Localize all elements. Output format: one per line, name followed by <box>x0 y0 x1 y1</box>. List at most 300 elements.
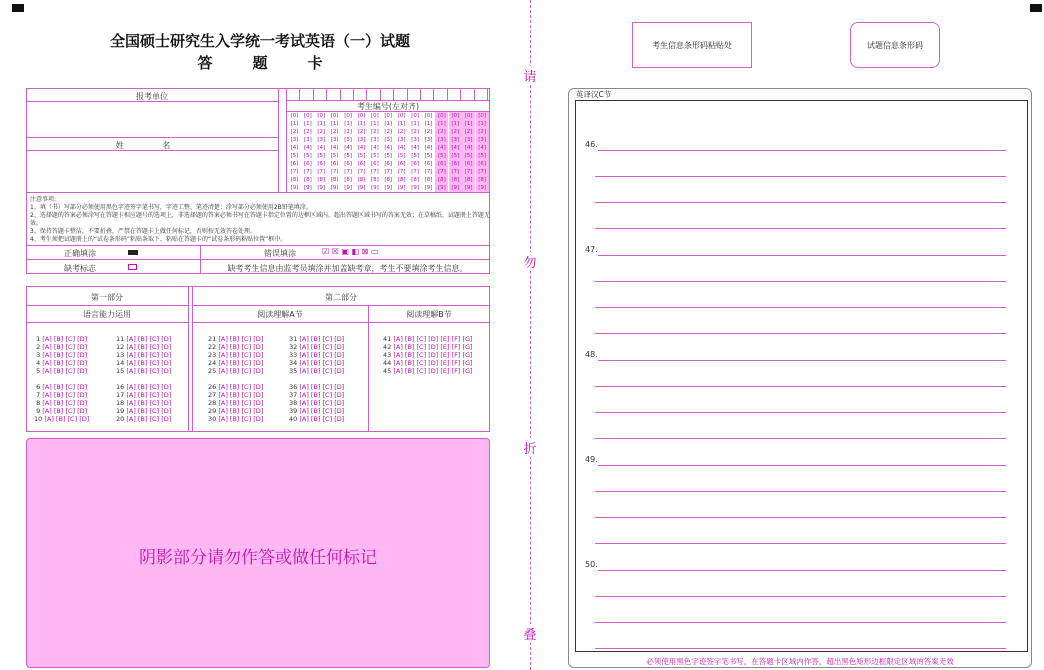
id-digit-bubble[interactable]: [3] <box>424 137 433 143</box>
question-row[interactable] <box>289 415 344 423</box>
id-digit-bubble[interactable]: [2] <box>370 129 379 135</box>
id-digit-bubble[interactable]: [1] <box>330 121 339 127</box>
writing-line[interactable] <box>595 491 1006 492</box>
id-grid-divider <box>393 88 394 100</box>
writing-line[interactable] <box>595 517 1006 518</box>
id-digit-bubble[interactable]: [1] <box>344 121 352 127</box>
id-digit-bubble[interactable]: [6] <box>411 161 419 167</box>
id-digit-bubble[interactable]: [8] <box>384 177 393 183</box>
question-row[interactable] <box>208 351 263 359</box>
id-digit-bubble[interactable]: [3] <box>330 137 339 143</box>
id-digit-bubble[interactable]: [9] <box>344 185 352 191</box>
question-number: 20 <box>116 415 127 423</box>
answer-options[interactable]: [A] [B] [C] [D] <box>218 399 264 407</box>
answer-options[interactable]: [A] [B] [C] [D] <box>126 407 172 415</box>
id-digit-bubble[interactable]: [2] <box>317 129 326 135</box>
id-digit-bubble[interactable]: [4] <box>435 144 448 152</box>
id-digit-bubble[interactable]: [1] <box>462 120 475 128</box>
id-digit-bubble[interactable]: [4] <box>330 145 339 151</box>
id-digit-bubble[interactable]: [0] <box>330 113 339 119</box>
id-digit-bubble[interactable]: [8] <box>462 176 475 184</box>
writing-line[interactable] <box>595 648 1006 649</box>
writing-line[interactable] <box>595 596 1006 597</box>
id-grid-divider <box>460 88 461 100</box>
question-row[interactable] <box>116 399 171 407</box>
corner-mark-top-left <box>12 4 24 12</box>
absent-note: 缺考考生信息由监考员填涂并加盖缺考章，考生不要填涂考生信息。 <box>227 264 468 273</box>
id-digit-bubble[interactable]: [0] <box>462 112 475 120</box>
id-digit-bubble[interactable]: [9] <box>330 185 339 191</box>
question-number: 6 <box>34 383 43 391</box>
id-digit-bubble[interactable]: [4] <box>449 144 462 152</box>
id-digit-bubble[interactable]: [7] <box>435 168 448 176</box>
answer-options[interactable]: [A] [B] [C] [D] <box>299 407 345 415</box>
writing-line[interactable] <box>598 150 1006 151</box>
id-digit-bubble[interactable]: [3] <box>435 136 448 144</box>
id-digit-bubble[interactable]: [0] <box>370 113 379 119</box>
id-digit-bubble[interactable]: [2] <box>449 128 462 136</box>
question-row[interactable] <box>289 375 344 383</box>
correct-fill-label: 正确填涂 <box>64 249 96 258</box>
id-digit-bubble[interactable]: [1] <box>411 121 419 127</box>
question-row[interactable] <box>116 367 171 375</box>
id-digit-bubble[interactable]: [6] <box>317 161 326 167</box>
writing-line[interactable] <box>595 412 1006 413</box>
writing-line[interactable] <box>595 281 1006 282</box>
id-digit-bubble[interactable]: [2] <box>411 129 419 135</box>
answer-options[interactable]: [A] [B] [C] [D] <box>218 359 264 367</box>
answer-options[interactable]: [A] [B] [C] [D] [E] [F] [G] <box>393 367 473 375</box>
question-row[interactable] <box>289 383 344 391</box>
answer-options[interactable]: [A] [B] [C] [D] <box>218 407 264 415</box>
id-digit-bubble[interactable]: [7] <box>384 169 393 175</box>
writing-line[interactable] <box>595 176 1006 177</box>
question-column-21-30[interactable] <box>208 335 263 423</box>
id-digit-bubble[interactable]: [4] <box>462 144 475 152</box>
answer-options[interactable]: [A] [B] [C] [D] <box>126 343 172 351</box>
id-digit-bubble[interactable]: [5] <box>449 152 462 160</box>
id-digit-bubble[interactable]: [0] <box>476 112 489 120</box>
id-digit-bubble[interactable]: [7] <box>330 169 339 175</box>
question-row[interactable] <box>34 399 89 407</box>
answer-options[interactable]: [A] [B] [C] [D] [E] [F] [G] <box>393 351 473 359</box>
question-row[interactable] <box>116 359 171 367</box>
id-digit-bubble[interactable]: [5] <box>330 153 339 159</box>
id-digit-bubble[interactable]: [1] <box>290 121 299 127</box>
id-digit-bubble[interactable]: [5] <box>411 153 419 159</box>
question-number: 12 <box>116 343 127 351</box>
answer-options[interactable]: [A] [B] [C] [D] <box>126 383 172 391</box>
id-digit-bubble[interactable]: [4] <box>411 145 419 151</box>
id-digit-bubble[interactable]: [4] <box>303 145 312 151</box>
id-digit-bubble[interactable]: [9] <box>476 184 489 192</box>
id-digit-bubble[interactable]: [6] <box>462 160 475 168</box>
answer-options[interactable]: [A] [B] [C] [D] <box>218 351 264 359</box>
id-digit-bubble[interactable]: [8] <box>449 176 462 184</box>
answer-options[interactable]: [A] [B] [C] [D] <box>126 359 172 367</box>
question-row[interactable] <box>383 335 473 343</box>
id-digit-bubble[interactable]: [9] <box>317 185 326 191</box>
id-grid-divider <box>380 88 381 100</box>
id-digit-bubble[interactable]: [4] <box>344 145 352 151</box>
question-row[interactable] <box>34 415 89 423</box>
question-row[interactable] <box>34 335 89 343</box>
question-number: 5 <box>34 367 43 375</box>
answer-options[interactable]: [A] [B] [C] [D] <box>126 367 172 375</box>
id-digit-bubble[interactable]: [2] <box>384 129 393 135</box>
answer-options[interactable]: [A] [B] [C] [D] <box>299 351 345 359</box>
id-digit-bubble[interactable]: [0] <box>317 113 326 119</box>
question-row[interactable] <box>116 375 171 383</box>
id-digit-bubble[interactable]: [7] <box>411 169 419 175</box>
id-digit-bubble[interactable]: [2] <box>476 128 489 136</box>
id-digit-bubble[interactable]: [2] <box>303 129 312 135</box>
id-digit-bubble[interactable]: [9] <box>449 184 462 192</box>
id-digit-bubble[interactable]: [1] <box>303 121 312 127</box>
id-digit-bubble[interactable]: [7] <box>370 169 379 175</box>
writing-line[interactable] <box>595 386 1006 387</box>
answer-options[interactable]: [A] [B] [C] [D] <box>126 415 172 423</box>
id-digit-bubble[interactable]: [9] <box>424 185 433 191</box>
paper-barcode-area[interactable]: 试题信息条形码 <box>850 22 940 68</box>
question-row[interactable] <box>289 367 344 375</box>
answer-options[interactable]: [A] [B] [C] [D] <box>299 415 345 423</box>
question-row[interactable] <box>34 359 89 367</box>
answer-options[interactable]: [A] [B] [C] [D] <box>218 415 264 423</box>
id-digit-bubble[interactable]: [8] <box>357 177 366 183</box>
answer-options[interactable]: [A] [B] [C] [D] <box>42 367 88 375</box>
question-row[interactable] <box>116 351 171 359</box>
question-row[interactable] <box>34 367 89 375</box>
id-digit-bubble[interactable]: [5] <box>476 152 489 160</box>
id-digit-bubble[interactable]: [0] <box>303 113 312 119</box>
id-digit-bubble[interactable]: [4] <box>476 144 489 152</box>
writing-line[interactable] <box>595 307 1006 308</box>
id-digit-bubble[interactable]: [0] <box>397 113 406 119</box>
id-digit-bubble[interactable]: [4] <box>290 145 299 151</box>
question-row[interactable] <box>116 343 171 351</box>
id-digit-bubble[interactable]: [4] <box>397 145 406 151</box>
id-digit-bubble[interactable]: [3] <box>397 137 406 143</box>
id-digit-bubble[interactable]: [9] <box>357 185 366 191</box>
answer-options[interactable]: [A] [B] [C] [D] <box>218 343 264 351</box>
question-column-11-20[interactable] <box>116 335 171 423</box>
id-digit-bubble[interactable]: [1] <box>357 121 366 127</box>
id-digit-bubble[interactable]: [4] <box>357 145 366 151</box>
answer-options[interactable]: [A] [B] [C] [D] <box>42 343 88 351</box>
id-digit-bubble[interactable]: [2] <box>357 129 366 135</box>
id-digit-bubble[interactable]: [5] <box>344 153 352 159</box>
id-digit-bubble[interactable]: [6] <box>370 161 379 167</box>
answer-options[interactable]: [A] [B] [C] [D] <box>42 383 88 391</box>
answer-options[interactable]: [A] [B] [C] [D] <box>218 383 264 391</box>
question-row[interactable] <box>34 407 89 415</box>
question-number: 45 <box>383 367 394 375</box>
id-digit-bubble[interactable]: [1] <box>370 121 379 127</box>
answer-options[interactable]: [A] [B] [C] [D] <box>42 359 88 367</box>
id-grid-divider <box>487 88 488 100</box>
id-digit-bubble[interactable]: [8] <box>397 177 406 183</box>
question-row[interactable] <box>34 343 89 351</box>
id-digit-bubble[interactable]: [3] <box>344 137 352 143</box>
id-digit-bubble[interactable]: [1] <box>384 121 393 127</box>
id-digit-bubble[interactable]: [3] <box>476 136 489 144</box>
answer-options[interactable]: [A] [B] [C] [D] <box>299 343 345 351</box>
question-row[interactable] <box>208 375 263 383</box>
question-column-1-10[interactable] <box>34 335 89 423</box>
id-digit-bubble[interactable]: [0] <box>449 112 462 120</box>
id-digit-bubble[interactable]: [0] <box>411 113 419 119</box>
question-row[interactable] <box>289 343 344 351</box>
id-digit-bubble[interactable]: [5] <box>357 153 366 159</box>
writing-line[interactable] <box>595 543 1006 544</box>
answer-options[interactable]: [A] [B] [C] [D] <box>299 399 345 407</box>
answer-options[interactable]: [A] [B] [C] [D] <box>299 383 345 391</box>
id-digit-bubble[interactable]: [5] <box>290 153 299 159</box>
id-digit-bubble[interactable]: [3] <box>357 137 366 143</box>
question-row[interactable] <box>383 367 473 375</box>
question-column-41-45[interactable] <box>383 335 473 375</box>
id-digit-bubble[interactable]: [9] <box>370 185 379 191</box>
id-digit-bubble[interactable]: [5] <box>435 152 448 160</box>
id-digit-bubble[interactable]: [6] <box>330 161 339 167</box>
id-digit-bubble[interactable]: [4] <box>370 145 379 151</box>
question-number: 32 <box>289 343 300 351</box>
answer-options[interactable]: [A] [B] [C] [D] <box>42 351 88 359</box>
answer-options[interactable]: [A] [B] [C] [D] [E] [F] [G] <box>393 359 473 367</box>
question-row[interactable] <box>34 375 89 383</box>
id-digit-bubble[interactable]: [2] <box>424 129 433 135</box>
id-digit-bubble[interactable]: [5] <box>317 153 326 159</box>
question-row[interactable] <box>208 367 263 375</box>
id-digit-bubble[interactable]: [1] <box>424 121 433 127</box>
question-row[interactable] <box>289 351 344 359</box>
id-digit-bubble[interactable]: [0] <box>424 113 433 119</box>
writing-line[interactable] <box>595 228 1006 229</box>
id-digit-bubble[interactable]: [9] <box>462 184 475 192</box>
id-digit-bubble[interactable]: [8] <box>476 176 489 184</box>
id-digit-bubble[interactable]: [0] <box>344 113 352 119</box>
answer-options[interactable]: [A] [B] [C] [D] <box>299 367 345 375</box>
question-row[interactable] <box>383 343 473 351</box>
question-row[interactable] <box>34 383 89 391</box>
id-digit-bubble[interactable]: [8] <box>317 177 326 183</box>
id-digit-bubble[interactable]: [8] <box>290 177 299 183</box>
question-row[interactable] <box>116 391 171 399</box>
question-row[interactable] <box>289 335 344 343</box>
question-row[interactable] <box>383 351 473 359</box>
id-digit-bubble[interactable]: [0] <box>384 113 393 119</box>
writing-line[interactable] <box>595 202 1006 203</box>
writing-line[interactable] <box>595 333 1006 334</box>
answer-options[interactable]: [A] [B] [C] [D] <box>42 335 88 343</box>
id-digit-bubble[interactable]: [6] <box>384 161 393 167</box>
id-digit-bubble[interactable]: [1] <box>397 121 406 127</box>
answer-options[interactable]: [A] [B] [C] [D] <box>126 399 172 407</box>
question-number: 26 <box>208 383 219 391</box>
answer-options[interactable]: [A] [B] [C] [D] <box>126 351 172 359</box>
writing-line[interactable] <box>595 438 1006 439</box>
id-digit-bubble[interactable]: [7] <box>462 168 475 176</box>
question-number: 15 <box>116 367 127 375</box>
question-row[interactable] <box>208 359 263 367</box>
question-column-31-40[interactable] <box>289 335 344 423</box>
question-row[interactable] <box>208 399 263 407</box>
answer-options[interactable]: [A] [B] [C] [D] <box>42 391 88 399</box>
id-digit-bubble[interactable]: [9] <box>303 185 312 191</box>
id-digit-bubble[interactable]: [3] <box>370 137 379 143</box>
id-digit-bubble[interactable]: [9] <box>290 185 299 191</box>
id-digit-bubble[interactable]: [3] <box>384 137 393 143</box>
id-digit-bubble[interactable]: [8] <box>303 177 312 183</box>
question-number: 24 <box>208 359 219 367</box>
question-row[interactable] <box>208 407 263 415</box>
id-digit-bubble[interactable]: [9] <box>435 184 448 192</box>
question-row[interactable] <box>289 407 344 415</box>
id-digit-bubble[interactable]: [7] <box>303 169 312 175</box>
id-digit-bubble[interactable]: [7] <box>357 169 366 175</box>
question-number: 23 <box>208 351 219 359</box>
question-row[interactable] <box>208 415 263 423</box>
id-digit-bubble[interactable]: [3] <box>317 137 326 143</box>
question-number: 27 <box>208 391 219 399</box>
id-digit-bubble[interactable]: [7] <box>317 169 326 175</box>
answer-options[interactable]: [A] [B] [C] [D] <box>218 367 264 375</box>
id-digit-bubble[interactable]: [8] <box>411 177 419 183</box>
student-barcode-area[interactable]: 考生信息条形码粘贴处 <box>632 22 752 68</box>
id-digit-bubble[interactable]: [0] <box>435 112 448 120</box>
id-digit-bubble[interactable]: [8] <box>370 177 379 183</box>
id-digit-bubble[interactable]: [2] <box>462 128 475 136</box>
id-digit-bubble[interactable]: [6] <box>435 160 448 168</box>
question-row[interactable] <box>289 391 344 399</box>
question-row[interactable] <box>208 335 263 343</box>
id-digit-bubble[interactable]: [2] <box>435 128 448 136</box>
id-digit-bubble[interactable]: [1] <box>476 120 489 128</box>
id-digit-bubble[interactable]: [8] <box>330 177 339 183</box>
question-number: 44 <box>383 359 394 367</box>
id-digit-bubble[interactable]: [3] <box>411 137 419 143</box>
question-row[interactable] <box>383 359 473 367</box>
question-row[interactable] <box>208 343 263 351</box>
id-digit-bubble[interactable]: [6] <box>303 161 312 167</box>
question-number: 41 <box>383 335 394 343</box>
question-row[interactable] <box>34 391 89 399</box>
id-digit-bubble[interactable]: [0] <box>290 113 299 119</box>
answer-options[interactable]: [A] [B] [C] [D] <box>126 335 172 343</box>
id-digit-bubble[interactable]: [5] <box>462 152 475 160</box>
id-digit-bubble[interactable]: [3] <box>449 136 462 144</box>
question-row[interactable] <box>116 415 171 423</box>
question-number: 3 <box>34 351 43 359</box>
id-digit-bubble[interactable]: [8] <box>344 177 352 183</box>
id-digit-bubble[interactable]: [4] <box>317 145 326 151</box>
question-row[interactable] <box>116 335 171 343</box>
writing-line[interactable] <box>595 622 1006 623</box>
id-digit-bubble[interactable]: [6] <box>290 161 299 167</box>
id-digit-bubble[interactable]: [2] <box>397 129 406 135</box>
answer-options[interactable]: [A] [B] [C] [D] <box>218 335 264 343</box>
id-digit-bubble[interactable]: [2] <box>344 129 352 135</box>
id-digit-bubble[interactable]: [0] <box>357 113 366 119</box>
id-digit-bubble[interactable]: [3] <box>303 137 312 143</box>
id-digit-bubble[interactable]: [7] <box>449 168 462 176</box>
question-number: 18 <box>116 399 127 407</box>
question-row[interactable] <box>116 407 171 415</box>
question-number: 7 <box>34 391 43 399</box>
id-digit-bubble[interactable]: [6] <box>344 161 352 167</box>
question-row[interactable] <box>116 383 171 391</box>
id-digit-bubble[interactable]: [8] <box>435 176 448 184</box>
correct-fill-example <box>128 250 138 255</box>
id-digit-bubble[interactable]: [9] <box>384 185 393 191</box>
writing-line[interactable] <box>598 360 1006 361</box>
id-digit-bubble[interactable]: [7] <box>344 169 352 175</box>
id-digit-bubble[interactable]: [1] <box>435 120 448 128</box>
question-row[interactable] <box>208 391 263 399</box>
question-number: 36 <box>289 383 300 391</box>
answer-options[interactable]: [A] [B] [C] [D] <box>42 407 88 415</box>
id-digit-bubble[interactable]: [5] <box>303 153 312 159</box>
answer-options[interactable]: [A] [B] [C] [D] <box>126 391 172 399</box>
id-digit-bubble[interactable]: [7] <box>290 169 299 175</box>
answer-options[interactable]: [A] [B] [C] [D] <box>42 399 88 407</box>
answer-options[interactable]: [A] [B] [C] [D] <box>299 335 345 343</box>
id-digit-bubble[interactable]: [9] <box>411 185 419 191</box>
question-row[interactable] <box>289 399 344 407</box>
id-digit-bubble[interactable]: [1] <box>317 121 326 127</box>
question-row[interactable] <box>34 351 89 359</box>
id-digit-bubble[interactable]: [4] <box>424 145 433 151</box>
id-digit-bubble[interactable]: [9] <box>397 185 406 191</box>
id-digit-bubble[interactable]: [6] <box>424 161 433 167</box>
id-digit-bubble[interactable]: [2] <box>330 129 339 135</box>
id-digit-bubble[interactable]: [8] <box>424 177 433 183</box>
id-digit-bubble[interactable]: [6] <box>449 160 462 168</box>
id-digit-bubble[interactable]: [6] <box>397 161 406 167</box>
writing-line[interactable] <box>598 465 1006 466</box>
id-digit-bubble[interactable]: [1] <box>449 120 462 128</box>
id-digit-bubble[interactable]: [7] <box>476 168 489 176</box>
id-digit-bubble[interactable]: [3] <box>462 136 475 144</box>
question-row[interactable] <box>208 383 263 391</box>
absent-checkbox[interactable] <box>128 264 137 270</box>
id-digit-bubble[interactable]: [5] <box>424 153 433 159</box>
id-digit-bubble[interactable]: [3] <box>290 137 299 143</box>
question-number: 25 <box>208 367 219 375</box>
writing-line[interactable] <box>598 570 1006 571</box>
id-digit-bubble[interactable]: [4] <box>384 145 393 151</box>
id-digit-bubble[interactable]: [6] <box>357 161 366 167</box>
answer-options[interactable]: [A] [B] [C] [D] <box>299 359 345 367</box>
id-digit-bubble[interactable]: [5] <box>370 153 379 159</box>
answer-options[interactable]: [A] [B] [C] [D] [E] [F] [G] <box>393 335 473 343</box>
answer-options[interactable]: [A] [B] [C] [D] [E] [F] [G] <box>393 343 473 351</box>
id-digit-bubble[interactable]: [5] <box>384 153 393 159</box>
id-grid-divider <box>433 88 434 100</box>
answer-options[interactable]: [A] [B] [C] [D] <box>44 415 90 423</box>
id-digit-bubble[interactable]: [7] <box>397 169 406 175</box>
id-digit-bubble[interactable]: [5] <box>397 153 406 159</box>
note-line: 2、选择题的答案必须涂写在答题卡相应题号的选项上，非选择题的答案必须书写在答题卡指定位置的边框区域内。超出答题区域书写的答案无效；在草稿纸、试题册上答题无效。 <box>30 212 490 227</box>
id-digit-bubble[interactable]: [7] <box>424 169 433 175</box>
id-digit-bubble[interactable]: [2] <box>290 129 299 135</box>
answer-options[interactable]: [A] [B] [C] [D] <box>299 391 345 399</box>
writing-line[interactable] <box>598 255 1006 256</box>
id-digit-bubble[interactable]: [6] <box>476 160 489 168</box>
question-row[interactable] <box>289 359 344 367</box>
answer-options[interactable]: [A] [B] [C] [D] <box>218 391 264 399</box>
